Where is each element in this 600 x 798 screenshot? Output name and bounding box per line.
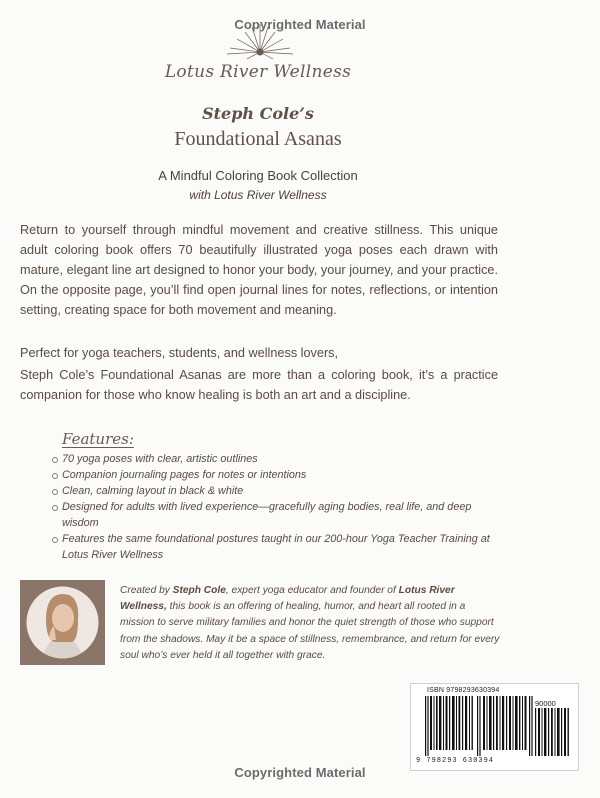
copyright-watermark-top: Copyrighted Material: [234, 17, 366, 32]
sunburst-logo-icon: [225, 22, 295, 62]
collection-subtitle-with: with Lotus River Wellness: [189, 188, 327, 202]
price-code: 90000: [535, 699, 556, 708]
price-barcode-bars-icon: [535, 708, 571, 756]
bio-author-name: Steph Cole: [172, 585, 226, 596]
author-bio: Created by Steph Cole, expert yoga educator and founder of Lotus River Wellness, this book is an offering of healing, humor, and heart all rooted in a mission to serve military families and honor the quiet strength of those who support from the shadows. May it be a space of stillness, remembrance, and return for every soul who’s ever held it all together with grace.: [120, 585, 500, 661]
feature-item: Features the same foundational postures taught in our 200-hour Yoga Teacher Training at Lotus River Wellness: [52, 531, 492, 563]
copyright-watermark-bottom: Copyrighted Material: [234, 765, 366, 780]
author-photo: [20, 580, 105, 665]
isbn-barcode: [410, 683, 579, 771]
feature-item: Companion journaling pages for notes or intentions: [52, 467, 492, 483]
features-heading: Features:: [62, 430, 134, 448]
barcode-digits: 9 798293 630394: [416, 757, 495, 765]
book-title: Foundational Asanas: [174, 128, 342, 150]
author-title: Steph Cole’s: [202, 104, 314, 123]
collection-subtitle: A Mindful Coloring Book Collection: [158, 168, 358, 183]
feature-item: Designed for adults with lived experience—gracefully aging bodies, real life, and deep wisdom: [52, 499, 492, 531]
features-list: [52, 451, 492, 563]
feature-item: 70 yoga poses with clear, artistic outlines: [52, 451, 492, 467]
author-portrait-image: [20, 580, 105, 665]
barcode-bars-icon: [425, 696, 533, 756]
feature-item: Clean, calming layout in black & white: [52, 483, 492, 499]
isbn-label: ISBN 9798293630394: [427, 687, 500, 694]
brand-name: Lotus River Wellness: [164, 62, 352, 82]
description-paragraph-3: Steph Cole’s Foundational Asanas are more than a coloring book, it’s a practice companion for those who know healing is both an art and a discipline.: [20, 368, 498, 402]
description-paragraph-2: Perfect for yoga teachers, students, and wellness lovers,: [20, 346, 339, 360]
description-paragraph-1: Return to yourself through mindful movement and creative stillness. This unique adult coloring book offers 70 beautifully illustrated yoga poses each drawn with mature, elegant line art designed to honor your body, your journey, and your practice. On the opposite page, you’ll find open journal lines for notes, reflections, or intention setting, creating space for both movement and meaning.: [20, 223, 498, 317]
bio-org-name: Lotus River Wellness,: [120, 585, 455, 613]
